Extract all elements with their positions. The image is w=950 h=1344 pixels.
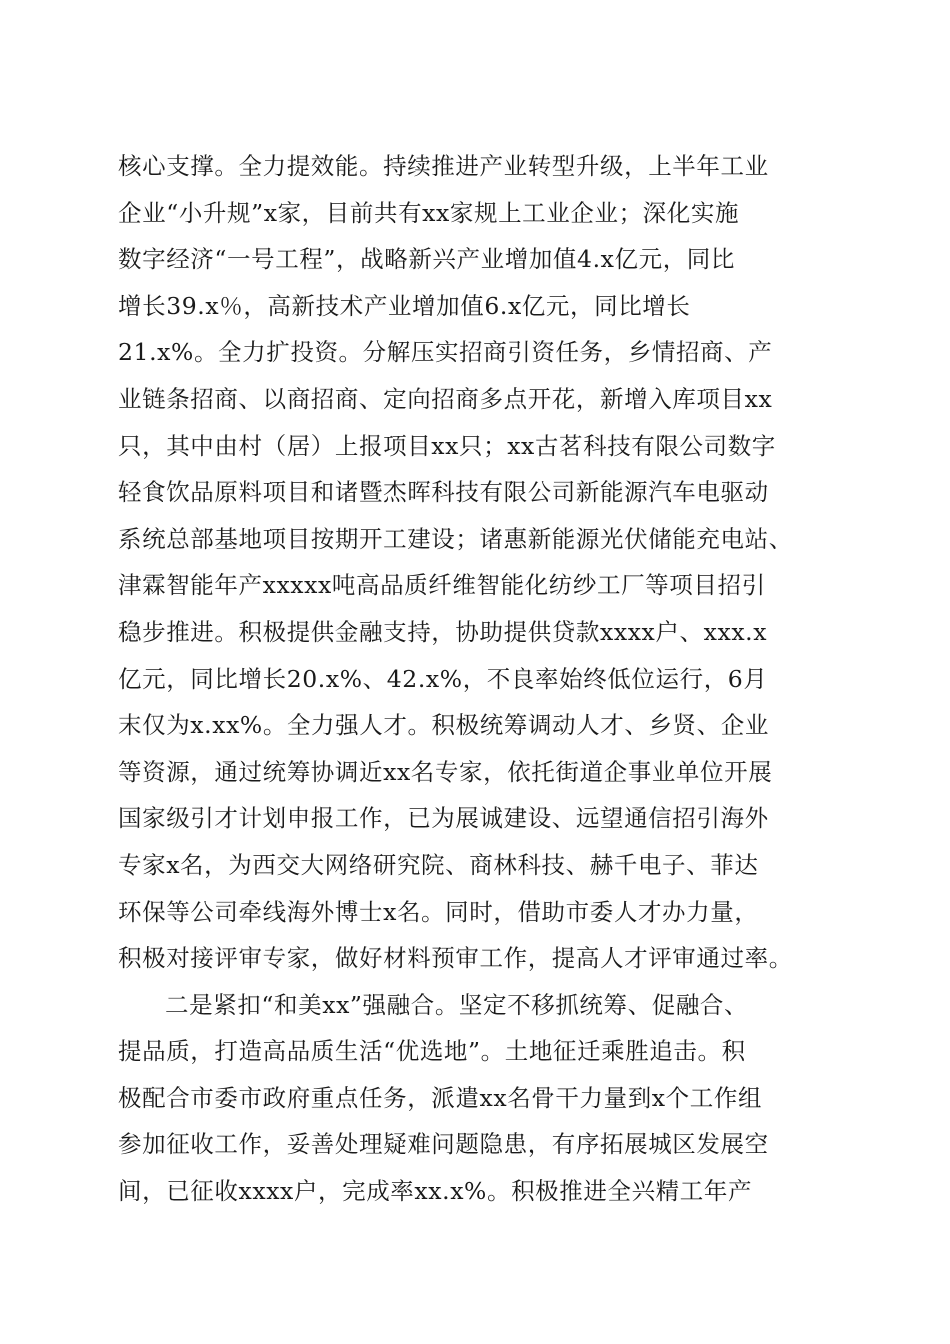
- text-line: 系统总部基地项目按期开工建设；诸惠新能源光伏储能充电站、: [118, 524, 793, 553]
- text-line: 业链条招商、以商招商、定向招商多点开花，新增入库项目xx: [118, 384, 773, 413]
- text-line: 数字经济“一号工程”，战略新兴产业增加值4.x亿元，同比: [118, 245, 736, 274]
- text-line: 末仅为x.xx%。全力强人才。积极统筹调动人才、乡贤、企业: [118, 711, 769, 740]
- text-line: 专家x名，为西交大网络研究院、商林科技、赫千电子、菲达: [118, 850, 759, 879]
- text-line: 核心支撑。全力提效能。持续推进产业转型升级，上半年工业: [118, 152, 769, 180]
- text-line: 稳步推进。积极提供金融支持，协助提供贷款xxxx户、xxx.x: [118, 617, 768, 646]
- text-line: 轻食饮品原料项目和诸暨杰晖科技有限公司新能源汽车电驱动: [118, 478, 769, 507]
- text-line: 环保等公司牵线海外博士x名。同时，借助市委人才办力量，: [118, 897, 759, 926]
- text-line: 积极对接评审专家，做好材料预审工作，提高人才评审通过率。: [118, 944, 793, 973]
- text-line: 提品质，打造高品质生活“优选地”。土地征迁乘胜追击。积: [118, 1037, 746, 1066]
- text-line: 津霖智能年产xxxxx吨高品质纤维智能化纺纱工厂等项目招引: [118, 571, 766, 600]
- text-line: 21.x%。全力扩投资。分解压实招商引资任务，乡情招商、产: [118, 338, 773, 367]
- paragraph-start-line: 二是紧扣“和美xx”强融合。坚定不移抓统筹、促融合、: [165, 990, 749, 1019]
- text-line: 参加征收工作，妥善处理疑难问题隐患，有序拓展城区发展空: [118, 1130, 769, 1159]
- text-line: 企业“小升规”x家，目前共有xx家规上工业企业；深化实施: [118, 198, 740, 227]
- text-line: 国家级引才计划申报工作，已为展诚建设、远望通信招引海外: [118, 804, 769, 833]
- text-line: 极配合市委市政府重点任务，派遣xx名骨干力量到x个工作组: [118, 1083, 763, 1112]
- text-line: 只，其中由村（居）上报项目xx只；xx古茗科技有限公司数字: [118, 431, 776, 460]
- text-line: 间，已征收xxxx户，完成率xx.x%。积极推进全兴精工年产: [118, 1177, 753, 1206]
- text-line: 增长39.x％，高新技术产业增加值6.x亿元，同比增长: [118, 291, 691, 320]
- body-text: [118, 143, 838, 1215]
- text-line: 亿元，同比增长20.x%、42.x%，不良率始终低位运行，6月: [118, 664, 768, 693]
- text-line: 等资源，通过统筹协调近xx名专家，依托街道企事业单位开展: [118, 757, 773, 786]
